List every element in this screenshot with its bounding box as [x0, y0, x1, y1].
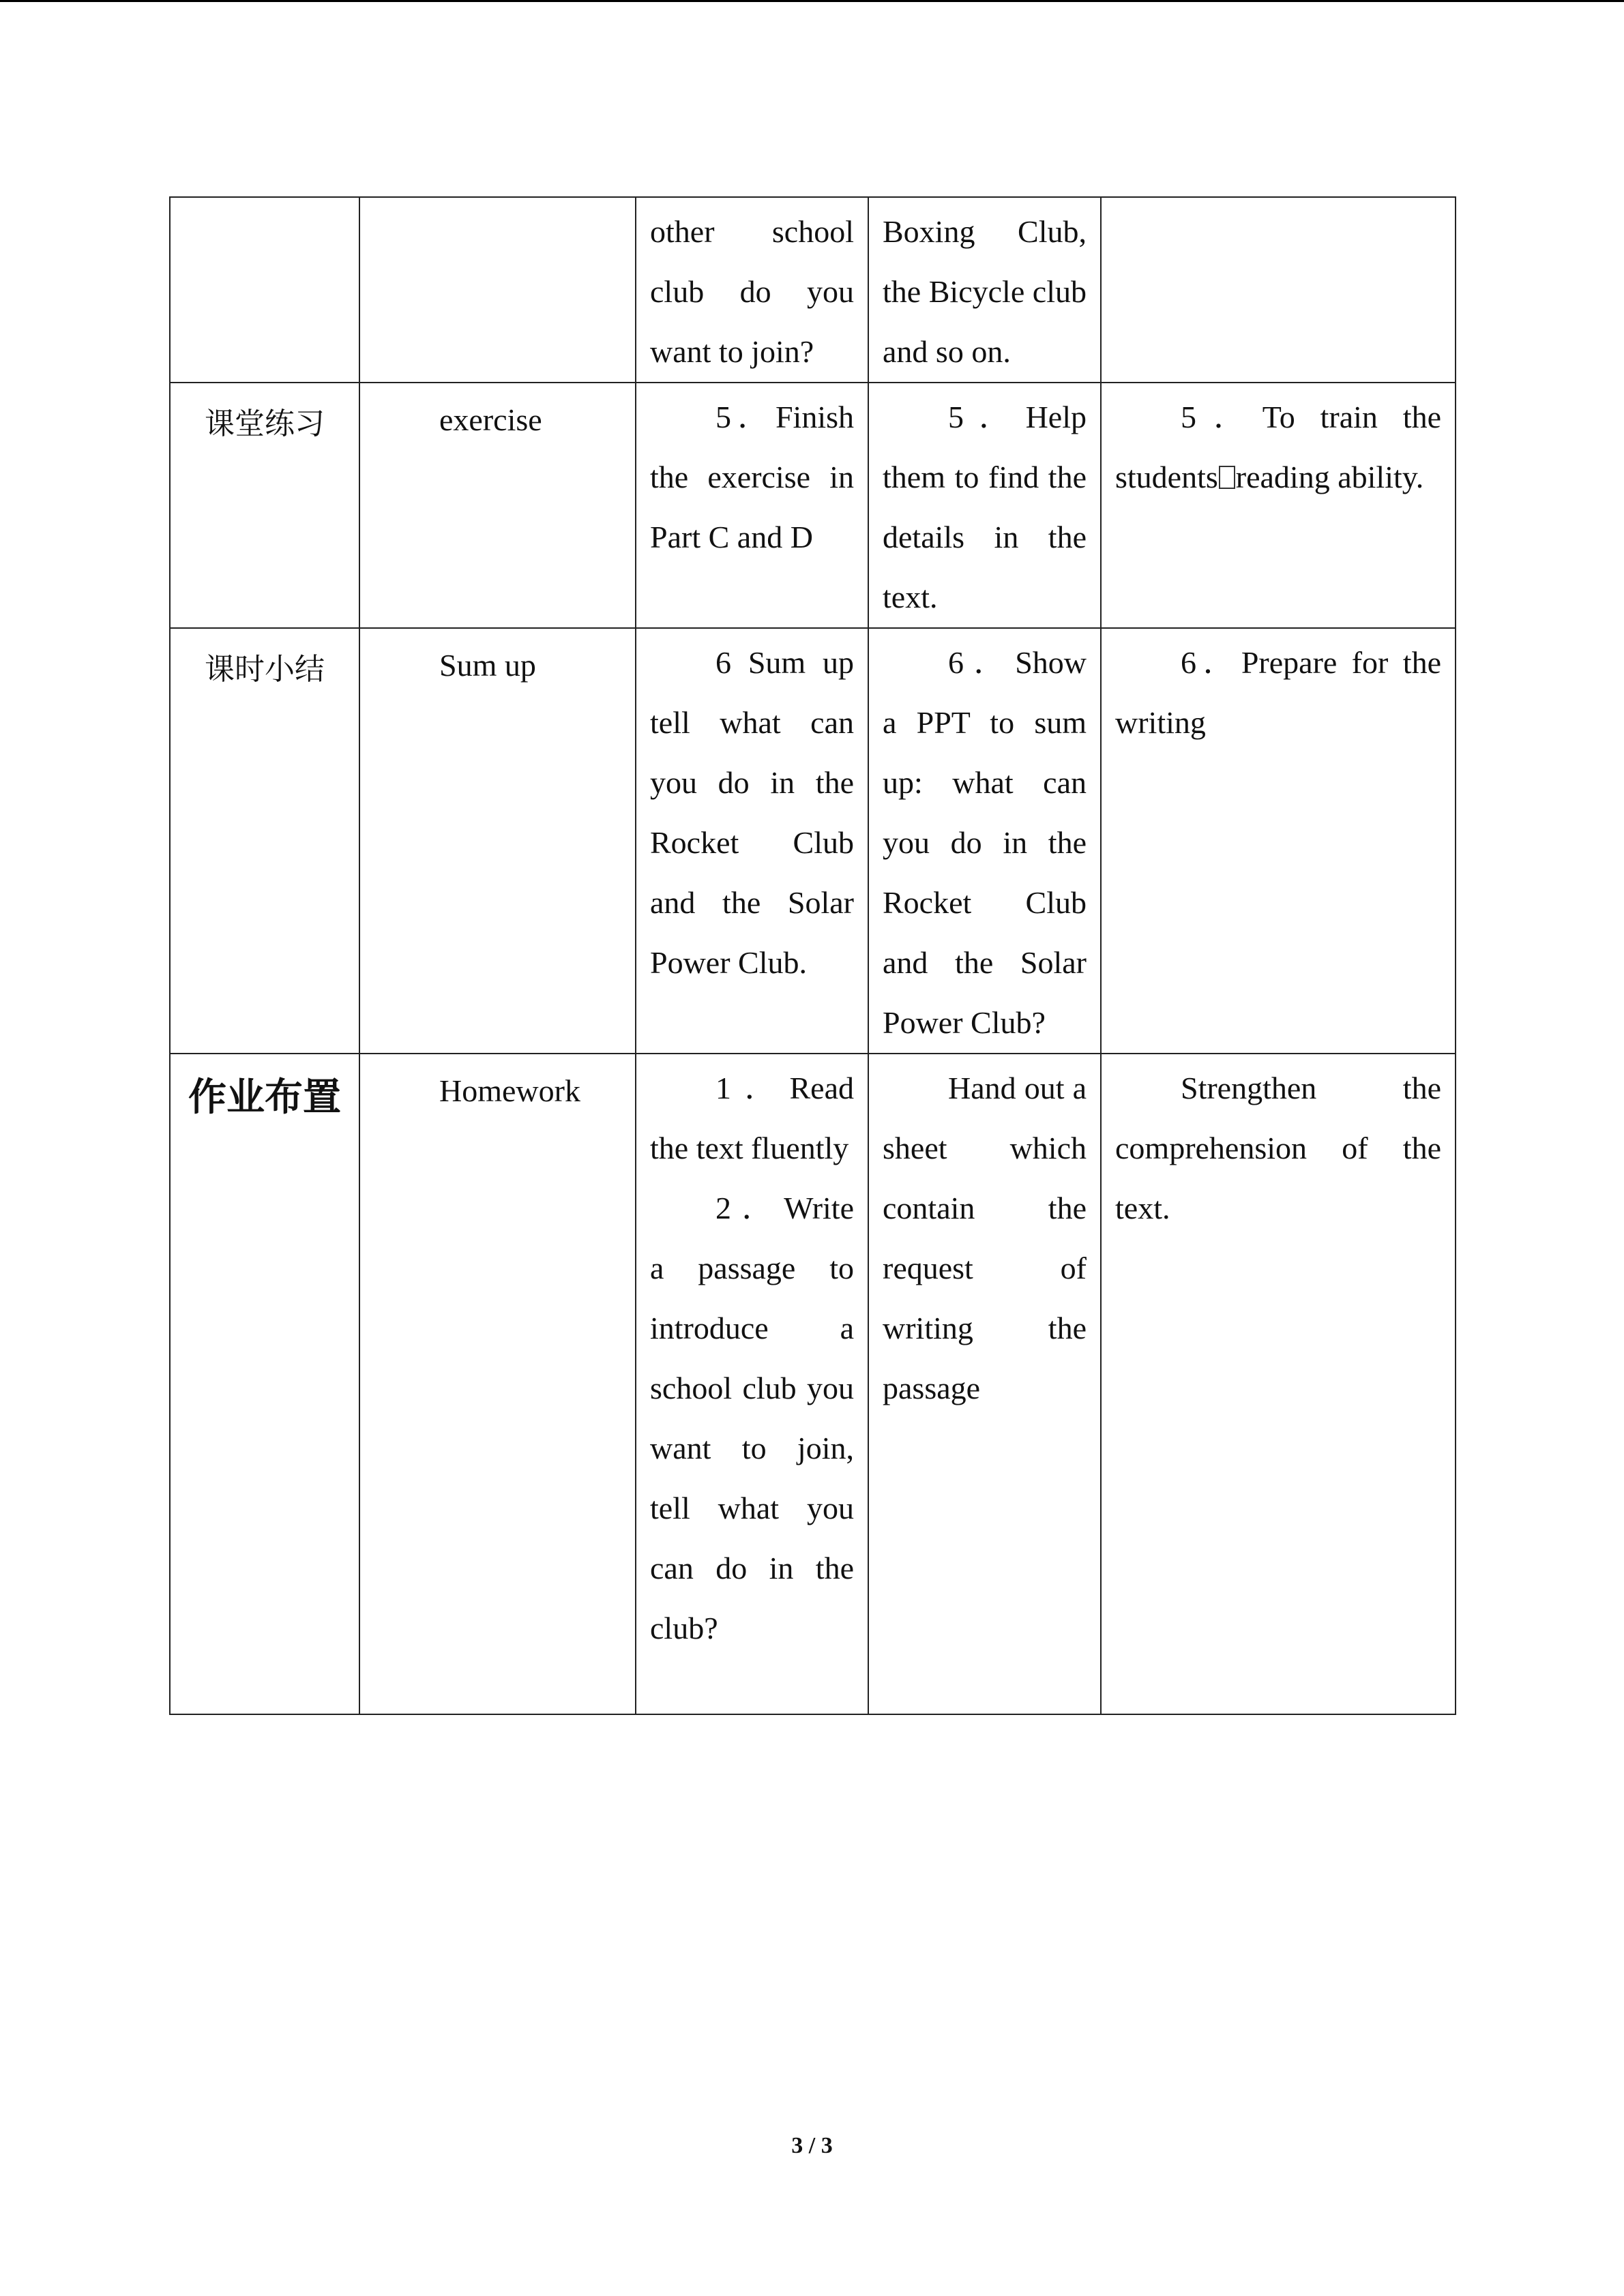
stage-cell: [170, 628, 359, 1054]
student-activity-text: 6 Sum up tell what can you do in the Rocket Club and the Solar Power Club.: [650, 645, 854, 980]
student-activity-text: 2．Write a passage to introduce a school club you want to join, tell what you can do in the club?: [650, 1191, 854, 1645]
table-row: [170, 197, 1456, 383]
purpose-text: Strengthen the comprehension of the text.: [1115, 1071, 1441, 1225]
purpose-cell: [1101, 628, 1456, 1054]
stage-cell: [170, 1054, 359, 1714]
student-activity-cell: [636, 197, 868, 383]
teacher-activity-cell: [868, 197, 1101, 383]
purpose-cell: [1101, 1054, 1456, 1714]
stage-cell: [170, 197, 359, 383]
student-activity-cell: [636, 1054, 868, 1714]
student-activity-text: 5．Finish the exercise in Part C and D: [650, 400, 854, 554]
stage-label: 作业布置: [188, 1075, 341, 1120]
method-label: exercise: [439, 402, 542, 437]
teacher-activity-text: 5．Help them to find the details in the text.: [883, 400, 1087, 614]
method-label: Sum up: [439, 648, 536, 683]
teacher-activity-text: 6．Show a PPT to sum up: what can you do in the Rocket Club and the Solar Power Club?: [883, 645, 1087, 1040]
purpose-text: 6．Prepare for the writing: [1115, 645, 1441, 740]
teacher-activity-text: Hand out a sheet which contain the request of writing the passage: [883, 1071, 1087, 1405]
method-cell: [359, 1054, 636, 1714]
page-top-border: [0, 0, 1624, 2]
stage-label: 课堂练习: [205, 407, 325, 441]
method-label: Homework: [439, 1073, 580, 1108]
stage-cell: [170, 383, 359, 628]
unknown-glyph: [1219, 466, 1235, 489]
teacher-activity-text: Boxing Club, the Bicycle club and so on.: [883, 214, 1087, 369]
purpose-cell: [1101, 197, 1456, 383]
lesson-plan-table: [169, 196, 1456, 1715]
teacher-activity-cell: [868, 383, 1101, 628]
table-row: [170, 628, 1456, 1054]
purpose-text: 5．To train the students: [1115, 400, 1441, 494]
table-row: [170, 1054, 1456, 1714]
student-activity-cell: [636, 628, 868, 1054]
student-activity-cell: [636, 383, 868, 628]
page-number: 3 / 3: [791, 2133, 833, 2158]
teacher-activity-cell: [868, 628, 1101, 1054]
method-cell: [359, 628, 636, 1054]
method-cell: [359, 197, 636, 383]
method-cell: [359, 383, 636, 628]
stage-label: 课时小结: [205, 653, 325, 686]
table-row: [170, 383, 1456, 628]
teacher-activity-cell: [868, 1054, 1101, 1714]
purpose-cell: 5．To train the students reading ability.: [1101, 383, 1456, 628]
student-activity-text: 1．Read the text fluently: [650, 1071, 854, 1165]
student-activity-text: other school club do you want to join?: [650, 214, 854, 369]
